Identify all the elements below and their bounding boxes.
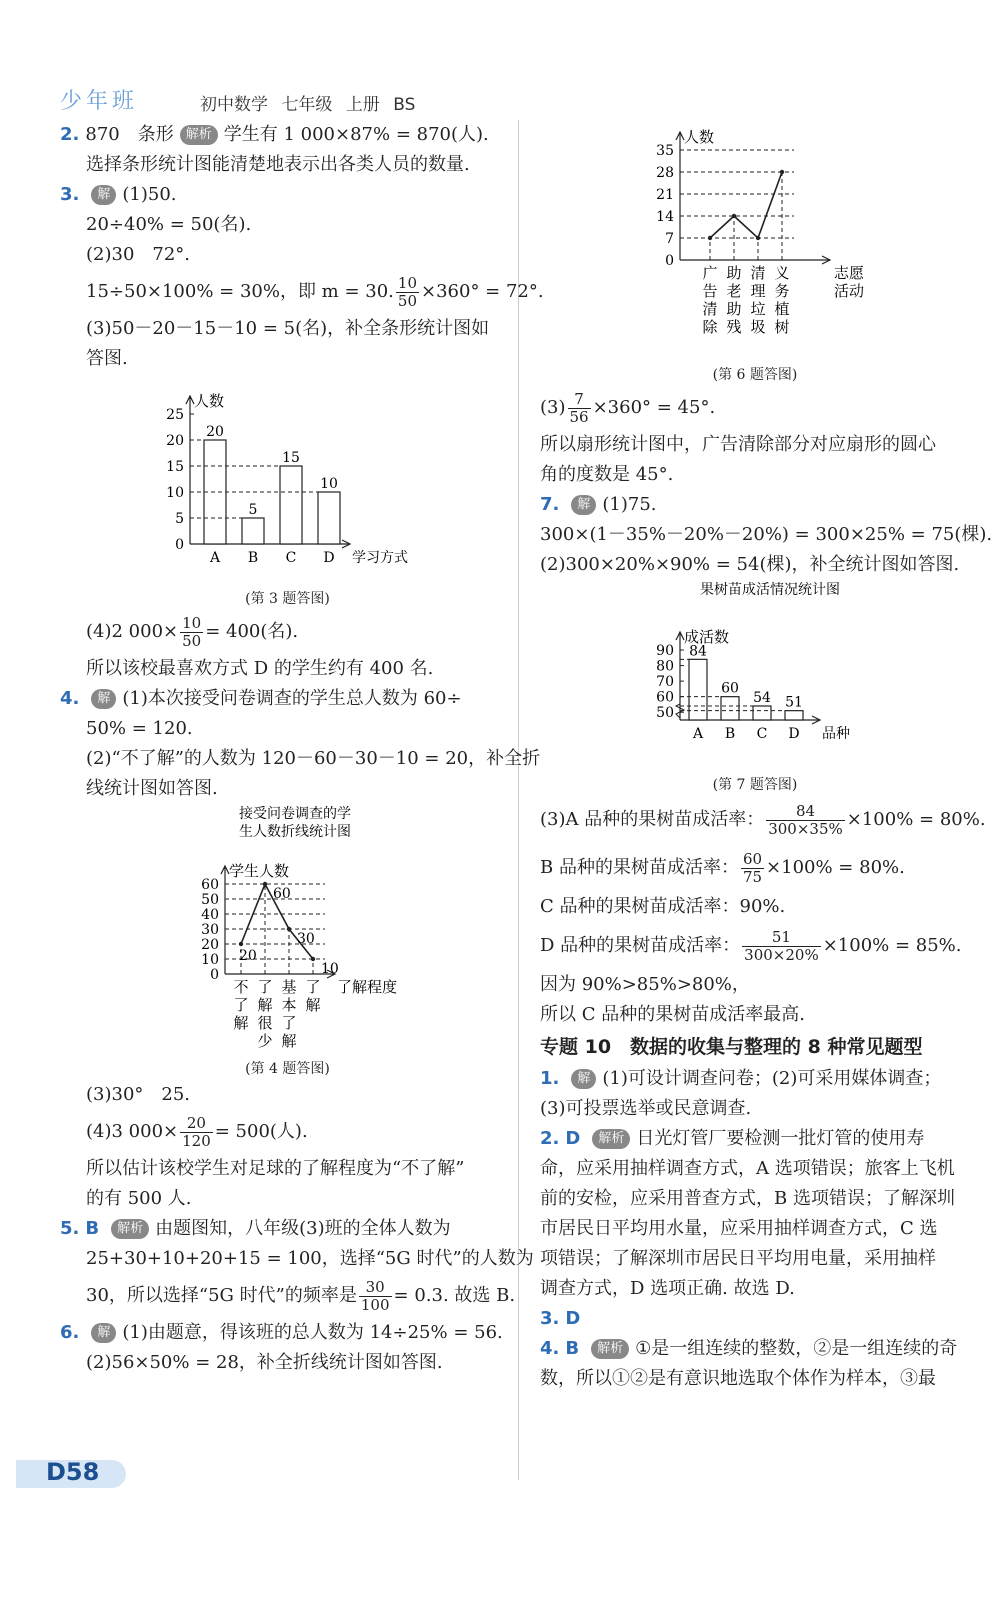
x-tick-label: 不 [233,978,249,996]
page-number: D58 [46,1458,100,1486]
q4-p6 [60,1110,515,1154]
q6-line1 [60,1318,515,1348]
q-number: 2. [60,124,80,145]
data-point [732,214,736,218]
x-tick-label: 广 [702,264,718,282]
q3-p2: 20÷40% = 50(名). [86,214,252,235]
numerator: 30 [359,1279,392,1297]
q-number: 5. [60,1218,80,1239]
y-tick-label: 14 [656,209,674,225]
q4-p5: (3)30° 25. [86,1084,191,1105]
q7-p5b: ×100% = 80%. [766,857,905,878]
y-tick-label: 10 [166,485,184,501]
numerator: 51 [742,929,821,947]
q3-p8: 所以该校最喜欢方式 D 的学生约有 400 名. [86,658,434,679]
y-axis-label: 成活数 [684,628,730,646]
x-tick-label: 老 [726,282,742,300]
data-label: 10 [321,961,339,977]
data-point [780,170,784,174]
q5-p2: 25+30+10+20+15 = 100，选择“5G 时代”的人数为 [86,1248,534,1269]
q7-line1 [540,490,970,520]
x-axis-label: 了解程度 [337,978,398,996]
x-tick-label: 基 [281,978,297,996]
y-tick-label: 25 [166,407,184,423]
q7-p4a: (3)A 品种的果树苗成活率： [540,809,765,830]
brand-logo: 少年班 [60,89,139,114]
bar [280,466,302,544]
q3-p5: (3)50－20－15－10 = 5(名)，补全条形统计图如 [86,318,490,339]
t4-p1: ①是一组连续的整数，②是一组连续的奇 [635,1338,958,1359]
solution-tag: 解 [571,495,596,515]
x-tick-label: 义 [774,264,790,282]
data-label: 84 [689,643,707,660]
t1-p2: (3)可投票选举或民意调查. [540,1098,752,1119]
q-number: 4. [60,688,80,709]
fraction [766,803,845,838]
solution-tag: 解 [571,1069,596,1089]
fraction [568,391,591,426]
q6-chart [540,120,970,386]
bar [753,706,771,720]
bar [785,711,803,720]
y-tick-label: 5 [175,511,184,527]
x-tick-label: 本 [281,996,297,1014]
data-point [287,927,291,931]
solution-tag: 解 [91,1323,116,1343]
y-tick-label: 0 [665,253,674,269]
q3-p6: 答图. [86,348,128,369]
x-tick-label: 助 [726,264,742,282]
q3-p4b: ×360° = 72°. [421,281,544,302]
chart-caption: (第 6 题答图) [712,367,798,383]
q4-line1 [60,684,515,714]
data-point [756,236,760,240]
x-tick-label: 了 [305,978,321,996]
denominator: 300×35% [768,819,843,838]
bar [721,697,739,720]
x-tick-label: C [756,726,768,742]
y-tick-label: 28 [656,165,674,181]
q7-p4 [540,796,986,844]
q-number: 6. [60,1322,80,1343]
q3-p4a: 15÷50×100% = 30%，即 m = 30. [86,281,394,302]
fraction [359,1279,392,1314]
q7-p3: (2)300×20%×90% = 54(棵)，补全统计图如答图. [540,554,960,575]
q6-p3 [540,386,970,430]
q5-p3a: 30，所以选择“5G 时代”的频率是 [86,1285,357,1306]
data-point [708,236,712,240]
x-tick-label: 垃 [750,300,766,318]
denominator: 75 [742,867,763,886]
t1-line1 [540,1064,970,1094]
x-tick-label: 了 [233,996,249,1014]
numerator: 10 [182,613,202,632]
data-point [263,882,267,886]
x-axis-label: 活动 [834,282,865,300]
q2-answer: 870 条形 [85,124,174,145]
denominator: 100 [360,1295,390,1314]
x-tick-label: 解 [257,996,273,1014]
q7-p7 [540,922,970,970]
data-label: 20 [239,948,257,964]
x-tick-label: A [209,550,221,566]
q7-p9: 所以 C 品种的果树苗成活率最高. [540,1004,805,1025]
q6-p3b: ×360° = 45°. [592,397,716,418]
y-tick-label: 0 [210,967,219,983]
bar [242,518,264,544]
x-tick-label: 圾 [750,318,766,336]
numerator: 7 [568,391,591,409]
q2-line1 [60,120,515,150]
data-label: 60 [273,886,291,902]
y-tick-label: 10 [201,952,219,968]
y-tick-label: 90 [656,643,674,659]
fraction [742,929,821,964]
x-tick-label: B [247,550,259,566]
q7-bar-chart [540,580,970,770]
numerator: 10 [397,273,418,292]
y-tick-label: 50 [656,705,674,722]
fraction [180,1115,213,1150]
q7-p4b: ×100% = 80%. [846,809,986,830]
q4-p4: 线统计图如答图. [86,778,218,799]
q3-p7 [60,610,515,654]
q4-p2: 50% = 120. [86,718,193,739]
analysis-tag: 解析 [111,1219,149,1239]
edition: BS [393,95,416,115]
t2-p3: 前的安检，应采用普查方式，B 选项错误；了解深圳 [540,1188,955,1209]
x-tick-label: 树 [774,318,790,336]
y-tick-label: 0 [175,537,184,553]
denominator: 50 [182,631,202,650]
t2-p1: 日光灯管厂要检测一批灯管的使用寿 [636,1128,925,1149]
q-number: 1. [540,1068,560,1089]
q4-line-chart [60,804,515,1054]
y-tick-label: 60 [201,877,219,893]
analysis-tag: 解析 [592,1129,630,1149]
right-column [540,120,993,1394]
y-tick-label: 35 [656,143,674,159]
q3-p1: (1)50. [122,184,177,205]
q6-p4: 所以扇形统计图中，广告清除部分对应扇形的圆心 [540,434,936,455]
data-label: 20 [206,424,224,440]
chart-title: 果树苗成活情况统计图 [700,582,840,598]
y-axis-label: 学生人数 [229,862,290,880]
x-tick-label: B [724,726,736,742]
q6-line-chart [540,120,970,360]
x-axis-label: 学习方式 [352,550,408,566]
q7-p7a: D 品种的果树苗成活率： [540,935,741,956]
y-tick-label: 30 [201,922,219,938]
denominator: 50 [397,291,418,310]
q3-line1 [60,180,515,210]
q5-p3b: = 0.3. 故选 B. [393,1285,516,1306]
y-axis-label: 人数 [194,392,225,410]
chart-title: 接受问卷调查的学 [239,806,351,822]
t3-line1 [540,1304,970,1334]
denominator: 56 [569,407,589,426]
q5-line1 [60,1214,515,1244]
t4-answer: B [565,1338,580,1359]
q3-p7a: (4)2 000× [86,621,179,642]
q-number: 3. [540,1308,560,1329]
q-number: 4. [540,1338,560,1359]
subject: 初中数学 [200,95,268,115]
x-tick-label: 残 [726,318,742,336]
q-number: 7. [540,494,560,515]
q3-bar-chart [60,374,515,584]
q3-p7b: = 400(名). [205,621,299,642]
y-tick-label: 80 [656,658,674,675]
q6-p1: (1)由题意，得该班的总人数为 14÷25% = 56. [122,1322,503,1343]
numerator: 20 [180,1115,213,1133]
q7-p5 [540,844,970,892]
q6-p3a: (3) [540,397,566,418]
data-label: 54 [753,690,771,706]
data-point [311,957,315,961]
solution-tag: 解 [91,185,116,205]
chart-caption: (第 3 题答图) [245,591,330,607]
numerator: 84 [766,803,845,821]
q6-p5: 角的度数是 45°. [540,464,674,485]
q4-chart [60,804,515,1080]
q2-text: 学生有 1 000×87% = 870(人). [223,124,489,145]
x-tick-label: A [692,726,704,742]
fraction [396,275,419,310]
x-tick-label: 解 [233,1014,249,1032]
q7-p5a: B 品种的果树苗成活率： [540,857,739,878]
data-label: 30 [297,931,315,947]
series-line [710,172,782,238]
q3-p4 [60,270,544,314]
x-tick-label: D [323,550,335,566]
x-tick-label: 了 [257,978,273,996]
t2-p4: 市居民日平均用水量，应采用抽样调查方式，C 选 [540,1218,938,1239]
t2-line1 [540,1124,970,1154]
denominator: 120 [182,1131,211,1150]
chart-caption: (第 7 题答图) [712,777,798,793]
q-number: 3. [60,184,80,205]
t2-answer: D [565,1128,581,1149]
y-tick-label: 15 [166,459,184,475]
q7-p1: (1)75. [602,494,657,515]
bar [318,492,340,544]
q3-chart [60,374,515,610]
q7-p7b: ×100% = 85%. [822,935,962,956]
x-tick-label: 了 [281,1014,297,1032]
t4-p2: 数，所以①②是有意识地选取个体作为样本，③最 [540,1368,936,1389]
numerator: 60 [742,849,763,868]
chart-title: 生人数折线统计图 [239,824,351,840]
q7-chart [540,580,970,796]
data-label: 5 [248,502,258,518]
volume: 上册 [345,95,380,115]
x-tick-label: C [285,550,297,566]
x-tick-label: D [788,726,800,742]
topic-title: 专题 10 数据的收集与整理的 8 种常见题型 [540,1036,923,1058]
grade: 七年级 [281,95,333,115]
page-footer [16,1452,136,1492]
chart-caption: (第 4 题答图) [245,1061,330,1077]
x-axis-label: 品种 [822,726,850,742]
x-tick-label: 告 [702,282,718,300]
t2-p5: 项错误；了解深圳市居民日平均用电量，采用抽样 [540,1248,936,1269]
q7-p6: C 品种的果树苗成活率：90%. [540,896,786,917]
y-tick-label: 40 [201,907,219,923]
x-tick-label: 清 [702,300,718,318]
q2-line2: 选择条形统计图能清楚地表示出各类人员的数量. [86,154,470,175]
data-label: 51 [785,694,803,711]
x-tick-label: 助 [726,300,742,318]
data-label: 10 [320,476,338,492]
t2-p2: 命，应采用抽样调查方式，A 选项错误；旅客上飞机 [540,1158,955,1179]
analysis-tag: 解析 [180,125,218,145]
x-tick-label: 植 [774,300,790,318]
analysis-tag: 解析 [591,1339,629,1359]
q5-p1: 由题图知，八年级(3)班的全体人数为 [155,1218,451,1239]
q4-p8: 的有 500 人. [86,1188,192,1209]
t1-p1: (1)可设计调查问卷；(2)可采用媒体调查； [602,1068,942,1089]
y-tick-label: 20 [166,433,184,449]
q5-answer: B [85,1218,100,1239]
q7-p2: 300×(1－35%－20%－20%) = 300×25% = 75(棵). [540,524,993,545]
t2-p6: 调查方式，D 选项正确. 故选 D. [540,1278,795,1299]
x-tick-label: 清 [750,264,766,282]
data-label: 15 [282,450,300,466]
x-tick-label: 解 [281,1032,297,1050]
solution-tag: 解 [91,689,116,709]
fraction [180,615,203,650]
data-label: 60 [721,680,739,697]
y-tick-label: 50 [201,892,219,908]
x-axis-label: 志愿 [834,264,865,282]
page-header [60,84,520,120]
q4-p7: 所以估计该校学生对足球的了解程度为“不了解” [86,1158,465,1179]
q5-p3 [60,1274,515,1318]
column-divider [518,120,519,1480]
x-tick-label: 理 [750,282,766,300]
q3-p3: (2)30 72°. [86,244,191,265]
fraction [741,851,764,886]
y-tick-label: 7 [665,231,674,247]
q4-p6b: = 500(人). [214,1121,308,1142]
q7-p8: 因为 90%>85%>80%， [540,974,750,995]
y-tick-label: 21 [656,187,674,203]
book-info [200,90,415,115]
x-tick-label: 少 [257,1032,273,1050]
t3-answer: D [565,1308,581,1329]
data-point [239,942,243,946]
y-tick-label: 20 [201,937,219,953]
denominator: 300×20% [744,945,819,964]
q4-p3: (2)“不了解”的人数为 120－60－30－10 = 20，补全折 [86,748,541,769]
t4-line1 [540,1334,970,1364]
q4-p1: (1)本次接受问卷调查的学生总人数为 60÷ [122,688,462,709]
x-tick-label: 很 [257,1014,273,1032]
left-column [60,120,544,1378]
y-tick-label: 70 [656,674,674,691]
x-tick-label: 解 [305,996,321,1014]
y-tick-label: 60 [656,689,674,706]
y-axis-label: 人数 [684,128,715,146]
x-tick-label: 除 [702,318,718,336]
q6-p2: (2)56×50% = 28，补全折线统计图如答图. [86,1352,443,1373]
q4-p6a: (4)3 000× [86,1121,179,1142]
q-number: 2. [540,1128,560,1149]
x-tick-label: 务 [774,282,790,300]
